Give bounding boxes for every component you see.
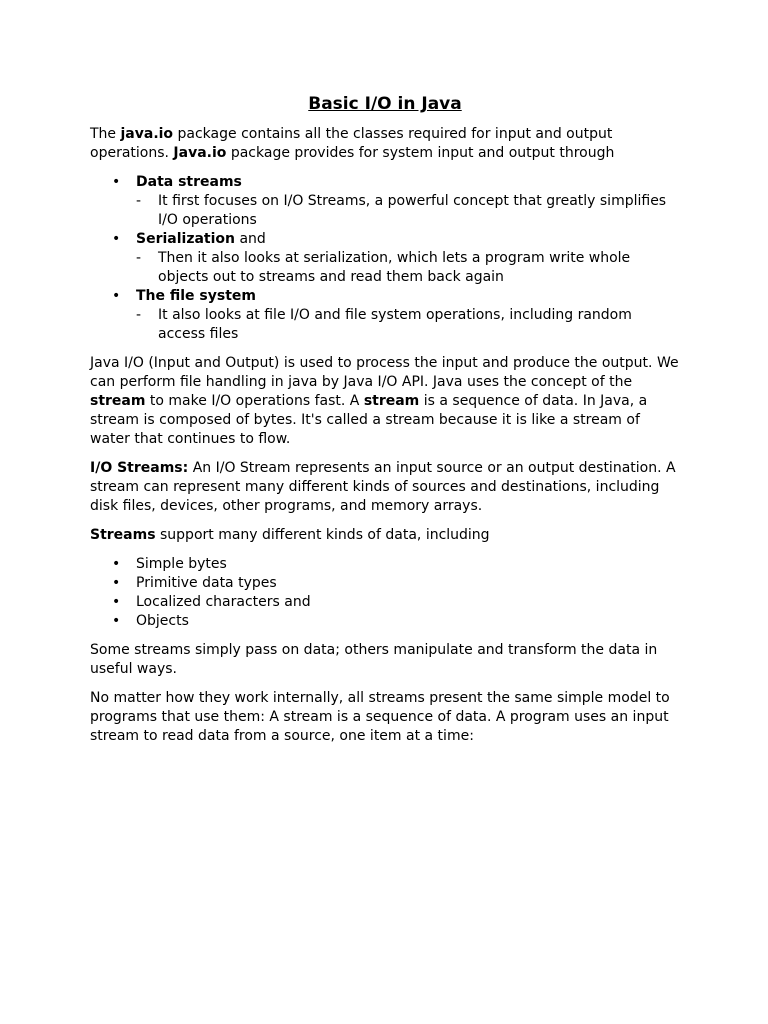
- paragraph-text: Java I/O (Input and Output) is used to process the input and produce the output. We can perform file handling in java by Java I/O API. Java uses the concept of the: [90, 355, 679, 390]
- list-item: [90, 612, 680, 631]
- feature-item: [90, 173, 680, 230]
- intro-bold: Java.io: [173, 145, 227, 161]
- model-paragraph: No matter how they work internally, all streams present the same simple model to programs that use them: A stream is a sequence of data. A program uses an input stream to read data from a source, one item at a time:: [90, 690, 670, 744]
- feature-detail: [136, 249, 680, 287]
- bullet-icon: •: [112, 556, 121, 572]
- paragraph-bold: stream: [363, 393, 420, 409]
- intro-text: package contains all the classes required for input and output operations.: [90, 126, 613, 161]
- feature-detail-list: [136, 306, 680, 344]
- paragraph-bold: Streams: [90, 527, 156, 543]
- feature-detail-text: It first focuses on I/O Streams, a powerful concept that greatly simplifies I/O operations: [158, 193, 667, 228]
- feature-item: [90, 230, 680, 287]
- page-title: Basic I/O in Java: [308, 94, 462, 114]
- bullet-icon: •: [112, 288, 121, 304]
- bullet-icon: •: [112, 174, 121, 190]
- java-io-paragraph: [90, 354, 680, 449]
- list-item-text: Localized characters and: [136, 594, 311, 610]
- dash-icon: -: [136, 307, 142, 323]
- io-streams-paragraph: [90, 459, 680, 516]
- paragraph-bold: stream: [90, 393, 146, 409]
- transform-paragraph: Some streams simply pass on data; others manipulate and transform the data in useful ways.: [90, 642, 658, 677]
- intro-text: The: [90, 126, 121, 142]
- feature-detail-text: Then it also looks at serialization, which lets a program write whole objects out to streams and read them back again: [158, 250, 631, 285]
- list-item-text: Primitive data types: [136, 575, 277, 591]
- data-kinds-list: [90, 555, 680, 631]
- feature-title: Serialization: [136, 231, 235, 247]
- intro-paragraph: [90, 125, 680, 163]
- bullet-icon: •: [112, 613, 121, 629]
- feature-detail-list: [136, 249, 680, 287]
- feature-list: [90, 173, 680, 344]
- list-item-text: Simple bytes: [136, 556, 227, 572]
- list-item-text: Objects: [136, 613, 189, 629]
- paragraph-text: to make I/O operations fast. A: [145, 393, 364, 409]
- streams-paragraph: [90, 526, 680, 545]
- paragraph-bold: I/O Streams:: [90, 460, 189, 476]
- feature-title: Data streams: [136, 174, 242, 190]
- list-item: [90, 555, 680, 574]
- feature-detail-list: [136, 192, 680, 230]
- document-body: [90, 92, 680, 756]
- bullet-icon: •: [112, 575, 121, 591]
- feature-item: [90, 287, 680, 344]
- bullet-icon: •: [112, 594, 121, 610]
- list-item: [90, 593, 680, 612]
- feature-suffix: and: [235, 231, 266, 247]
- feature-title: The file system: [136, 288, 256, 304]
- feature-detail: [136, 306, 680, 344]
- dash-icon: -: [136, 193, 142, 209]
- paragraph-text: is a sequence of data. In Java, a stream is composed of bytes. It's called a stream because it is like a stream of water that continues to flow.: [90, 393, 648, 447]
- paragraph-text: support many different kinds of data, including: [155, 527, 490, 543]
- paragraph-text: An I/O Stream represents an input source or an output destination. A stream can represent many different kinds of sources and destinations, including disk files, devices, other programs, and memory arrays.: [90, 460, 676, 514]
- dash-icon: -: [136, 250, 142, 266]
- bullet-icon: •: [112, 231, 121, 247]
- feature-detail-text: It also looks at file I/O and file system operations, including random access files: [158, 307, 632, 342]
- feature-detail: [136, 192, 680, 230]
- intro-bold: java.io: [120, 126, 174, 142]
- list-item: [90, 574, 680, 593]
- intro-text: package provides for system input and output through: [226, 145, 615, 161]
